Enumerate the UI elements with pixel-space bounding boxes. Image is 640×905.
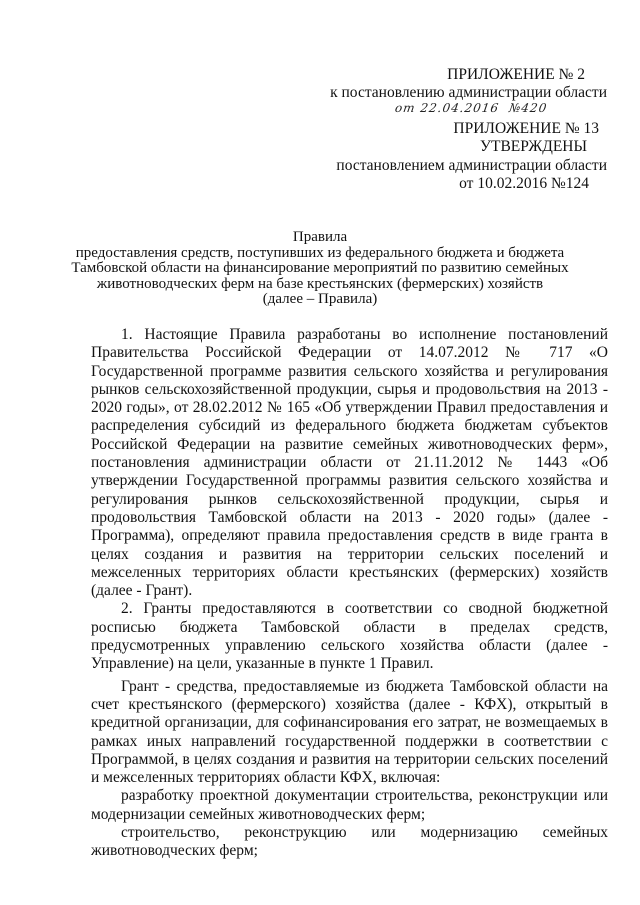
document-title	[60, 230, 580, 308]
appendix-2-block	[330, 66, 607, 102]
paragraph-grant-definition: Грант - средства, предоставляемые из бюджета Тамбовской области на счет крестьянского (фермерского) хозяйства (далее - КФХ), открытый в кредитной организации, для софинансирования его затрат, не возмещаемых в рамках иных направлений государственной поддержки в соответствии с Программой, в целях создания и развития на территории сельских поселений и межселенных территориях области КФХ, включая:	[91, 677, 608, 787]
handwritten-number: №420	[508, 101, 549, 115]
list-item-construction: строительство, реконструкцию или модернизацию семейных животноводческих ферм;	[91, 824, 608, 860]
list-item-design-docs: разработку проектной документации строительства, реконструкции или модернизации семейных животноводческих ферм;	[91, 787, 608, 823]
title-line-4: (далее – Правила)	[262, 291, 378, 307]
paragraph-1: 1. Настоящие Правила разработаны во исполнение постановлений Правительства Российской Федерации от 14.07.2012 № 717 «О Государственной программе развития сельского хозяйства и регулирования рынков сельскохозяйственной продукции, сырья и продовольствия на 2013 - 2020 годы», от 28.02.2012 № 165 «Об утверждении Правил предоставления и распределения субсидий из федерального бюджета бюджетам субъектов Российской Федерации на развитие семейных животноводческих ферм», постановления администрации области от 21.11.2012 № 1443 «Об утверждении Государственной программы развития сельского хозяйства и регулирования рынков сельскохозяйственной продукции, сырья и продовольствия Тамбовской области на 2013 - 2020 годы» (далее - Программа), определяют правила предоставления средств в виде гранта в целях создания и развития на территории сельских поселений и межселенных территориях области крестьянских (фермерских) хозяйств (далее - Грант).	[91, 326, 608, 600]
appendix-13-block	[336, 120, 607, 193]
title-line-2: Тамбовской области на финансирование мероприятий по развитию семейных	[71, 260, 569, 276]
title-line-3: животноводческих ферм на базе крестьянских (фермерских) хозяйств	[96, 275, 544, 292]
appendix-2-subtitle: к постановлению администрации области	[330, 84, 607, 101]
title-heading: Правила	[292, 229, 348, 245]
approved-date: от 10.02.2016 №124	[459, 175, 589, 192]
appendix-13-title: ПРИЛОЖЕНИЕ № 13	[453, 120, 599, 137]
document-body	[91, 326, 608, 861]
paragraph-2: 2. Гранты предоставляются в соответствии со сводной бюджетной росписью бюджета Тамбовской области в пределах средств, предусмотренных управлению сельского хозяйства области (далее - Управление) на цели, указанные в пункте 1 Правил.	[91, 600, 608, 673]
approved-label: УТВЕРЖДЕНЫ	[480, 138, 587, 155]
appendix-2-title: ПРИЛОЖЕНИЕ № 2	[447, 66, 585, 83]
handwritten-date: от 22.04.2016	[394, 101, 501, 115]
approved-by: постановлением администрации области	[336, 157, 607, 174]
title-line-1: предоставления средств, поступивших из федерального бюджета и бюджета	[75, 244, 565, 261]
